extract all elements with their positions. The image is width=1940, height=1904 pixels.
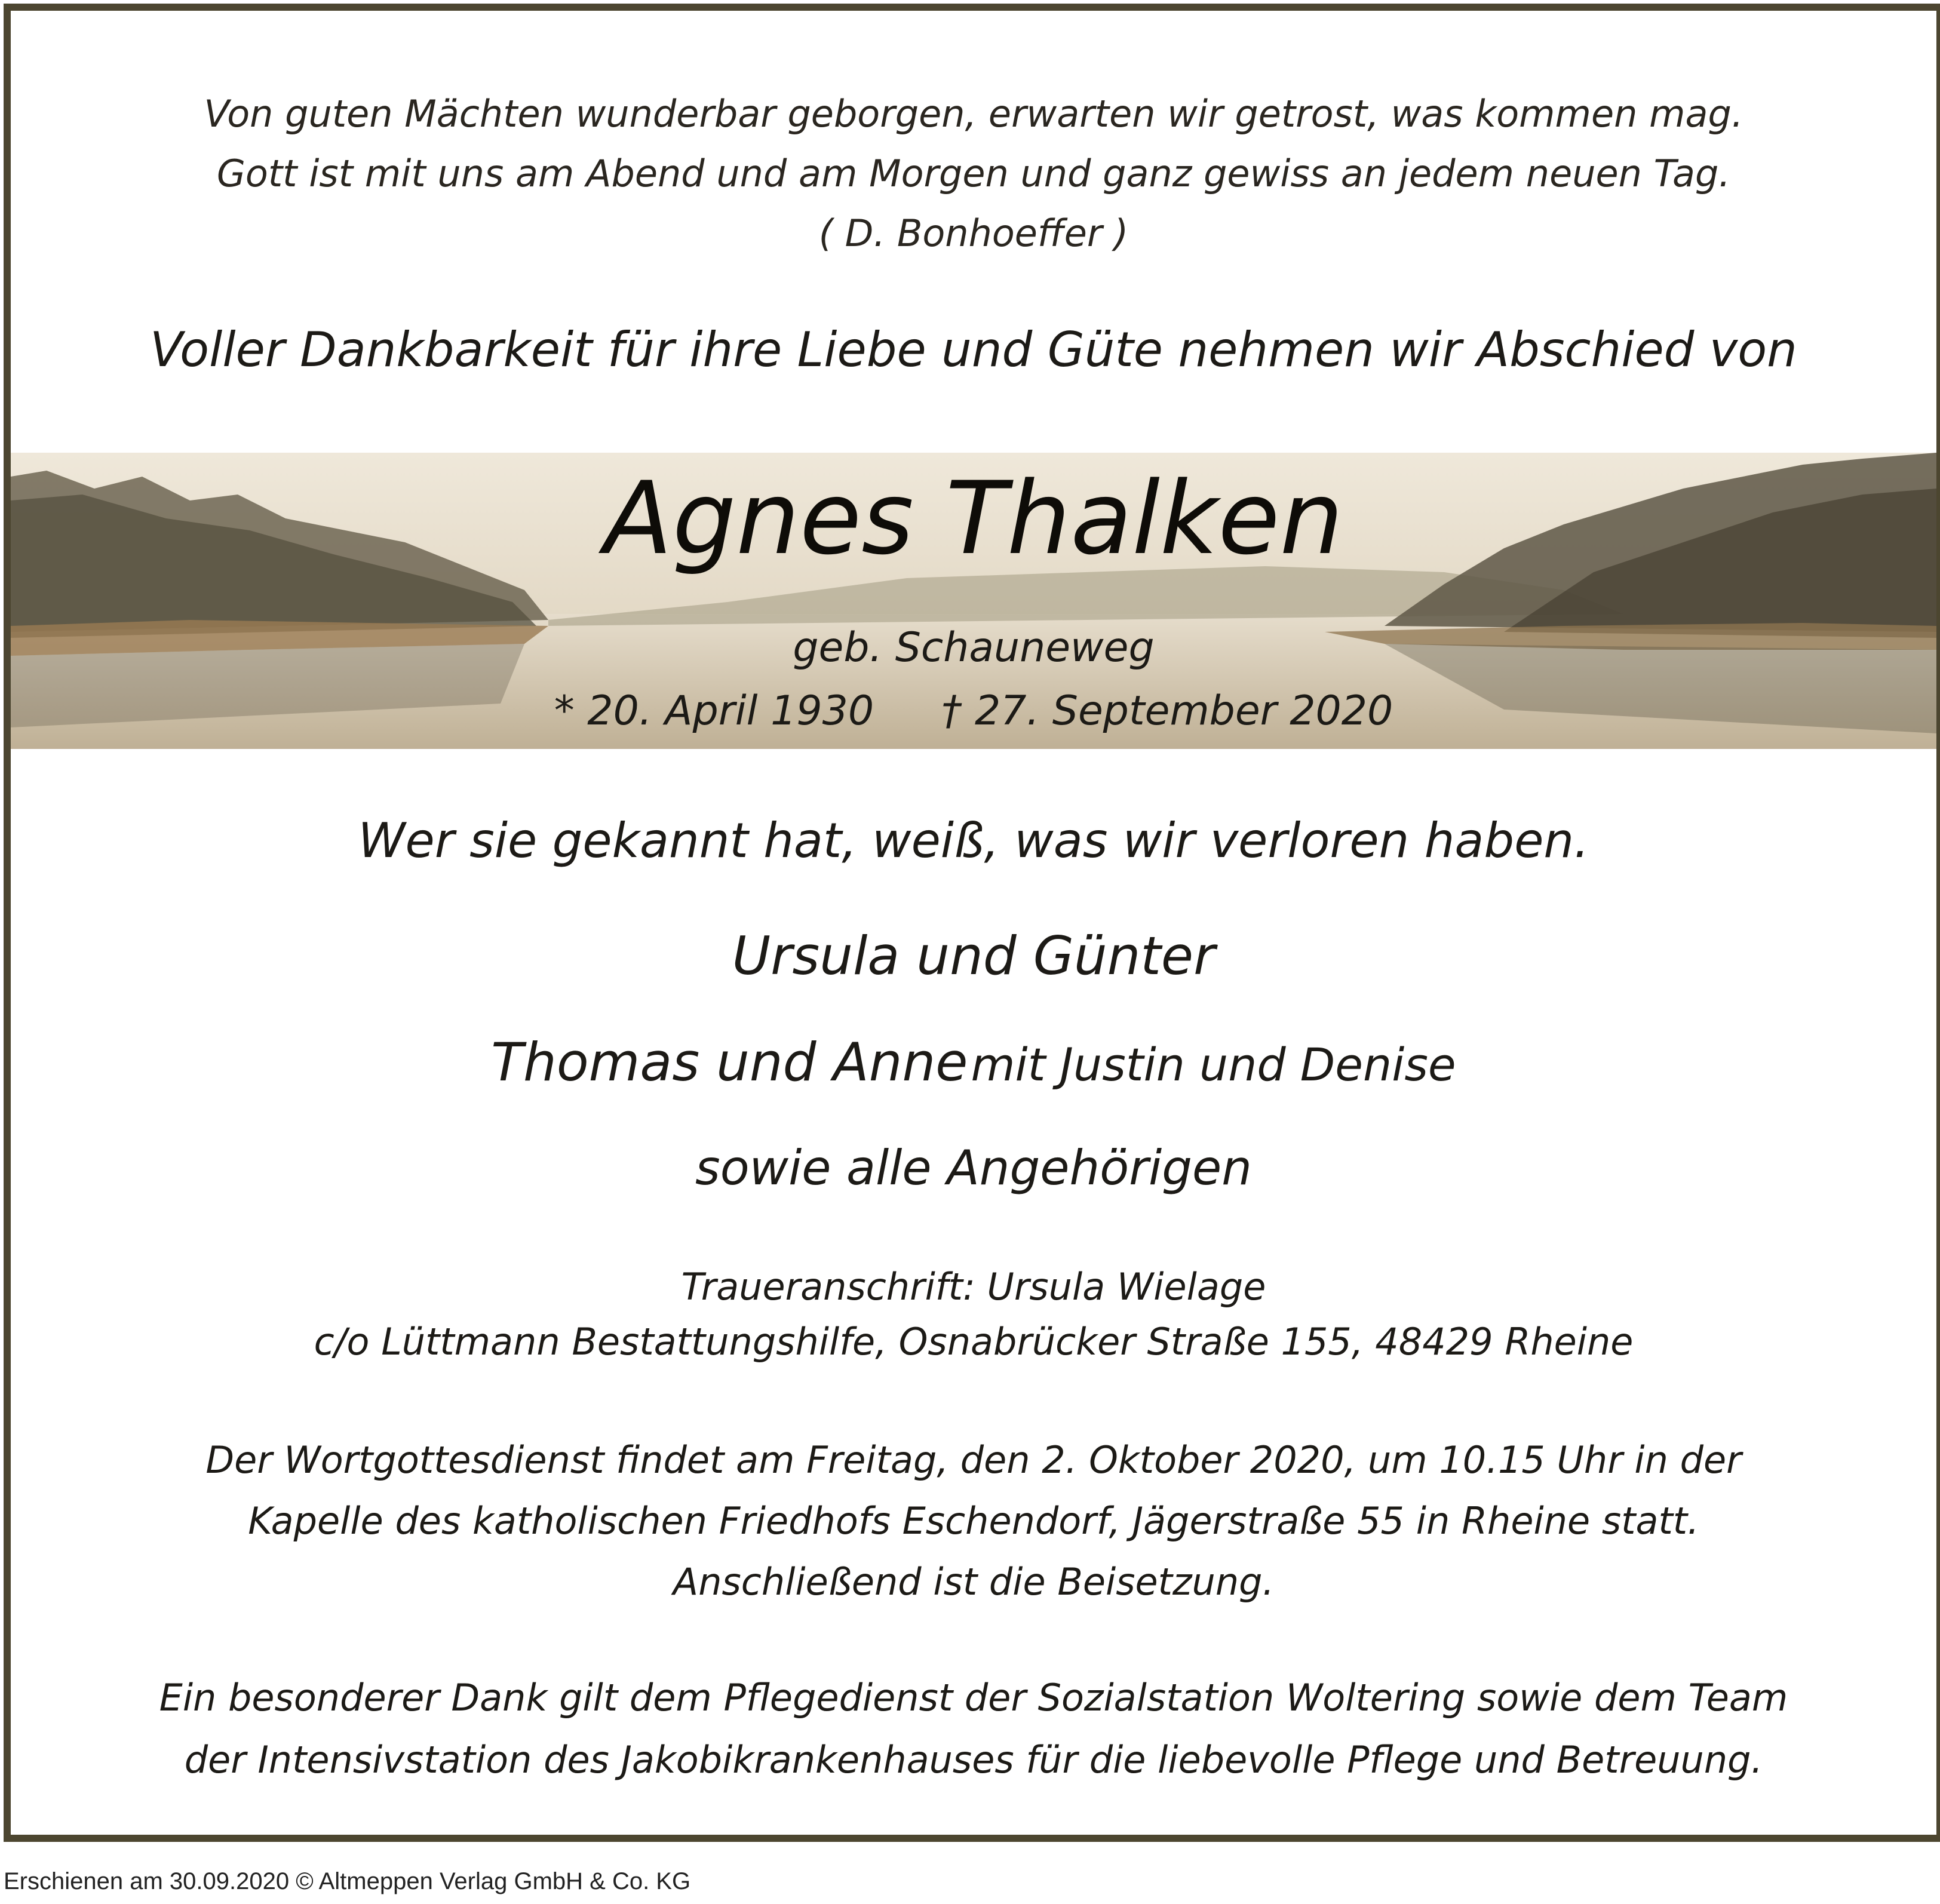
family-line-1: Ursula und Günter (732, 925, 1215, 987)
quote-author: ( D. Bonhoeffer ) (818, 211, 1129, 255)
quote-line-2: Gott ist mit uns am Abend und am Morgen und ganz gewiss an jedem neuen Tag. (216, 152, 1731, 195)
quote-line-1: Von guten Mächten wunderbar geborgen, erwarten wir getrost, was kommen mag. (204, 92, 1743, 136)
death-date: † 27. September 2020 (941, 687, 1393, 735)
landscape-banner (11, 453, 1936, 749)
birth-date: * 20. April 1930 (554, 687, 874, 735)
address-line-1: Traueranschrift: Ursula Wielage (681, 1265, 1266, 1309)
thanks-line-1: Ein besonderer Dank gilt dem Pflegedienst der Sozialstation Woltering sowie dem Team (159, 1676, 1788, 1719)
deceased-name: Agnes Thalken (603, 460, 1344, 577)
maiden-name: geb. Schauneweg (793, 624, 1155, 671)
service-line-3: Anschließend ist die Beisetzung. (673, 1560, 1275, 1604)
family-line-2 (11, 1031, 1936, 1094)
service-line-2: Kapelle des katholischen Friedhofs Eschendorf, Jägerstraße 55 in Rheine statt. (248, 1499, 1699, 1543)
family-grandchildren: mit Justin und Denise (971, 1038, 1456, 1091)
notice-frame (4, 4, 1940, 1842)
family-main-names: Thomas und Anne (491, 1031, 968, 1093)
family-line-3: sowie alle Angehörigen (695, 1140, 1252, 1196)
address-line-2: c/o Lüttmann Bestattungshilfe, Osnabrücker Straße 155, 48429 Rheine (314, 1320, 1634, 1363)
motto-text: Wer sie gekannt hat, weiß, was wir verloren haben. (358, 813, 1589, 868)
thanks-line-2: der Intensivstation des Jakobikrankenhauses für die liebevolle Pflege und Betreuung. (184, 1738, 1763, 1782)
life-dates (11, 687, 1936, 736)
service-line-1: Der Wortgottesdienst findet am Freitag, den 2. Oktober 2020, um 10.15 Uhr in der (205, 1438, 1742, 1482)
publication-footer: Erschienen am 30.09.2020 © Altmeppen Verlag GmbH & Co. KG (4, 1868, 691, 1894)
intro-text: Voller Dankbarkeit für ihre Liebe und Güte nehmen wir Abschied von (150, 322, 1797, 377)
